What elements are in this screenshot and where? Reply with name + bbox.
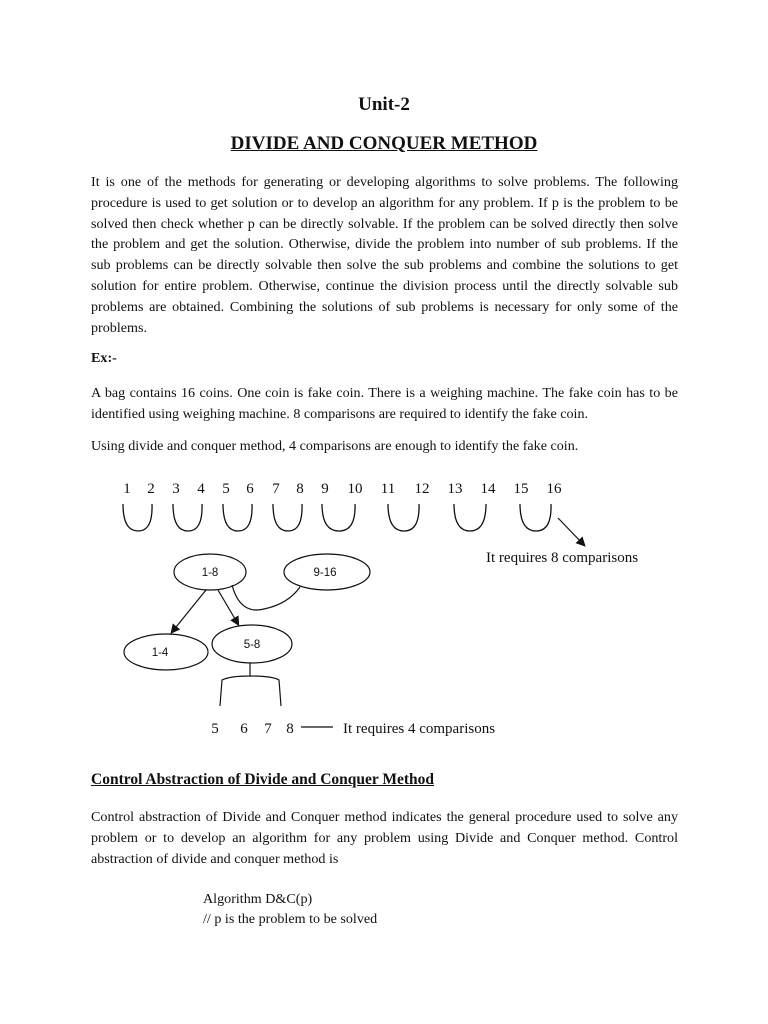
- algorithm-line: Algorithm D&C(p): [203, 891, 313, 907]
- node-label: 1-4: [151, 647, 169, 659]
- coin-label: 12: [414, 481, 430, 497]
- coin-label: 2: [147, 481, 155, 497]
- dc-paragraph: Using divide and conquer method, 4 comparisons are enough to identify the fake coin.: [91, 438, 579, 454]
- node-label: 5-8: [243, 639, 261, 651]
- coin-label: 10: [347, 481, 363, 497]
- pair-comparison-cups: [123, 504, 551, 531]
- comparison-cup: [273, 504, 302, 531]
- leaf-label: 5: [211, 721, 219, 737]
- fake-coin-diagram: [0, 470, 768, 750]
- coin-label: 5: [222, 481, 230, 497]
- section-title: Control Abstraction of Divide and Conquer Method: [91, 771, 435, 788]
- coin-label: 15: [513, 481, 529, 497]
- coin-label: 16: [546, 481, 562, 497]
- coin-label: 7: [272, 481, 280, 497]
- comparison-cup: [454, 504, 486, 531]
- comparison-cup: [223, 504, 252, 531]
- node-label: 9-16: [313, 567, 337, 579]
- control-abstraction-paragraph: Control abstraction of Divide and Conquer method indicates the general procedure used to solve any problem or to develop an algorithm for any problem using Divide and Conquer method. Control abstraction of divide and conquer method is: [91, 809, 678, 867]
- page-title: DIVIDE AND CONQUER METHOD: [230, 133, 538, 154]
- comparison-cup: [520, 504, 551, 531]
- comparison-cup: [388, 504, 419, 531]
- coin-label: 11: [380, 481, 396, 497]
- unit-title: Unit-2: [358, 94, 410, 115]
- algorithm-comment: // p is the problem to be solved: [203, 911, 378, 927]
- coin-label: 1: [123, 481, 131, 497]
- leaf-label: 6: [240, 721, 248, 737]
- caption-arrow: [558, 518, 584, 545]
- example-label: Ex:-: [91, 350, 117, 366]
- coin-label: 3: [172, 481, 180, 497]
- bag-paragraph: A bag contains 16 coins. One coin is fake coin. There is a weighing machine. The fake coin has to be identified using weighing machine. 8 comparisons are required to identify the fake coin.: [91, 385, 678, 422]
- coin-label: 4: [197, 481, 205, 497]
- comparison-cup: [173, 504, 202, 531]
- leaf-label: 8: [286, 721, 294, 737]
- coin-label: 6: [246, 481, 254, 497]
- leaf-label: 7: [264, 721, 272, 737]
- tree-caption: It requires 4 comparisons: [343, 721, 496, 737]
- leaf-bracket-left: [220, 663, 250, 706]
- arrow-to-1-4: [172, 590, 206, 632]
- comparison-cup: [123, 504, 152, 531]
- comparison-cup: [322, 504, 355, 531]
- leaf-bracket-right: [250, 676, 281, 706]
- coin-label: 8: [296, 481, 304, 497]
- root-comparison-arc: [232, 585, 300, 610]
- coin-label: 13: [447, 481, 463, 497]
- coin-label: 14: [480, 481, 496, 497]
- node-label: 1-8: [201, 567, 219, 579]
- linear-caption: It requires 8 comparisons: [486, 550, 639, 566]
- intro-paragraph: It is one of the methods for generating or developing algorithms to solve problems. The following procedure is used to get solution or to develop an algorithm for any problem. If p is the problem to be solved then check whether p can be directly solvable. If the problem can be solved directly then solve the problem and get the solution. Otherwise, divide the problem into number of sub problems. If the sub problems can be directly solvable then solve the sub problems and combine the solutions to get solution for entire problem. Otherwise, continue the division process until the directly solvable sub problems are obtained. Combining the solutions of sub problems is necessary for only some of the problems.: [91, 174, 678, 336]
- coin-labels: [123, 481, 562, 497]
- coin-label: 9: [321, 481, 329, 497]
